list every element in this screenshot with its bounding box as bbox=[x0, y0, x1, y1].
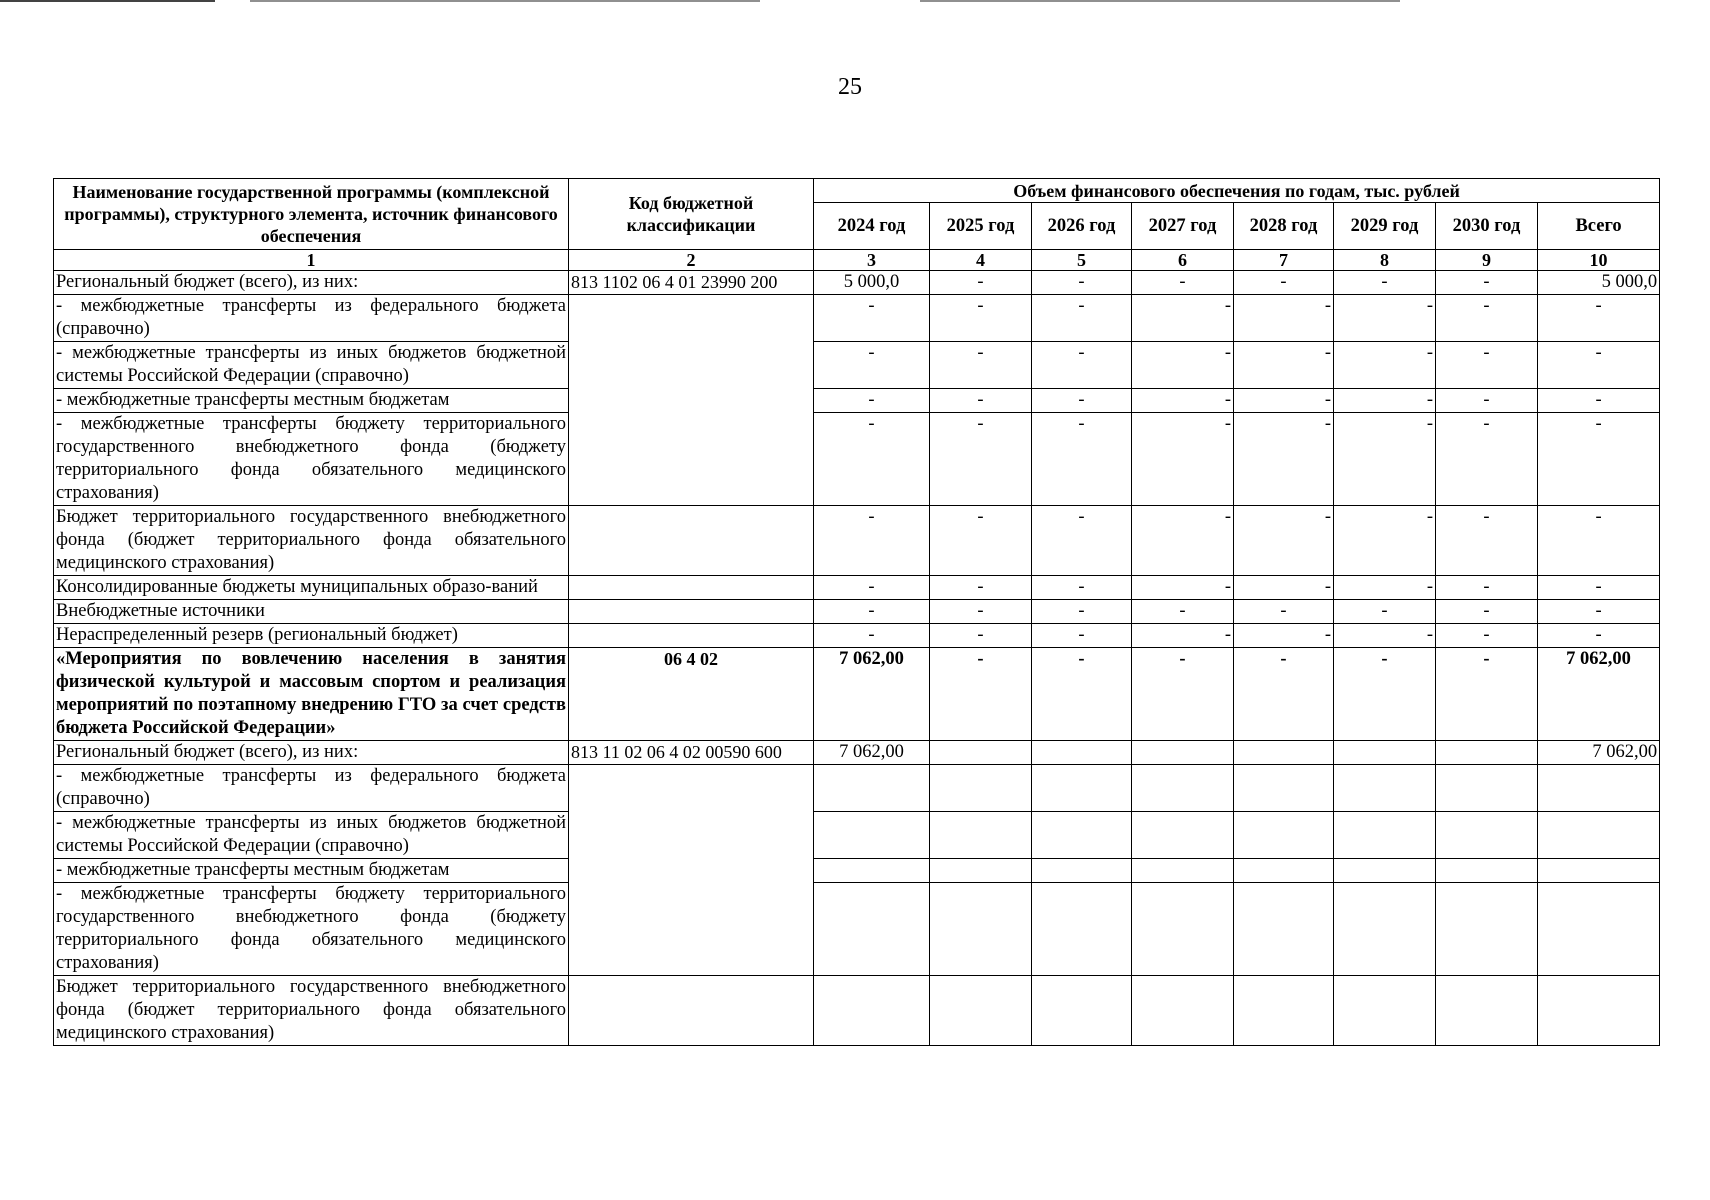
row-value bbox=[930, 859, 1032, 883]
table-row bbox=[54, 389, 1660, 413]
row-value bbox=[814, 859, 930, 883]
row-value bbox=[1234, 741, 1334, 765]
row-value bbox=[930, 976, 1032, 1046]
row-value: - bbox=[1334, 600, 1436, 624]
column-number: 6 bbox=[1132, 250, 1234, 271]
row-value: - bbox=[930, 506, 1032, 576]
table-row bbox=[54, 271, 1660, 295]
column-number: 2 bbox=[569, 250, 814, 271]
header-year: 2025 год bbox=[930, 203, 1032, 250]
row-value bbox=[1436, 976, 1538, 1046]
row-value bbox=[1032, 812, 1132, 859]
row-value: - bbox=[1234, 600, 1334, 624]
row-value: - bbox=[1334, 389, 1436, 413]
row-value: - bbox=[1334, 413, 1436, 506]
row-name: Региональный бюджет (всего), из них: bbox=[54, 741, 569, 765]
row-value: - bbox=[1132, 295, 1234, 342]
column-number: 3 bbox=[814, 250, 930, 271]
row-value: - bbox=[1436, 295, 1538, 342]
table-row bbox=[54, 506, 1660, 576]
row-value: - bbox=[1032, 648, 1132, 741]
row-value: - bbox=[1032, 576, 1132, 600]
row-name: - межбюджетные трансферты бюджету территориального государственного внебюджетного фонда (бюджету территориального фонда обязательного медицинского страхования) bbox=[54, 883, 569, 976]
row-value bbox=[1132, 883, 1234, 976]
row-value: - bbox=[814, 576, 930, 600]
row-code: 06 4 02 bbox=[569, 648, 814, 741]
scan-edge-line bbox=[0, 0, 215, 2]
row-value: - bbox=[1234, 271, 1334, 295]
row-code bbox=[569, 600, 814, 624]
row-value bbox=[1132, 741, 1234, 765]
header-year: 2028 год bbox=[1234, 203, 1334, 250]
row-value: - bbox=[1334, 506, 1436, 576]
row-value bbox=[930, 765, 1032, 812]
table-row bbox=[54, 859, 1660, 883]
row-code bbox=[569, 624, 814, 648]
row-value: - bbox=[1234, 413, 1334, 506]
row-value: - bbox=[1234, 389, 1334, 413]
row-value: - bbox=[814, 342, 930, 389]
row-code: 813 11 02 06 4 02 00590 600 bbox=[569, 741, 814, 765]
row-value: - bbox=[814, 600, 930, 624]
row-value: - bbox=[1032, 600, 1132, 624]
row-value: - bbox=[930, 389, 1032, 413]
row-value: - bbox=[814, 389, 930, 413]
page-number: 25 bbox=[838, 74, 862, 100]
row-value: - bbox=[930, 624, 1032, 648]
row-value: - bbox=[1032, 271, 1132, 295]
row-value bbox=[1436, 812, 1538, 859]
row-name: - межбюджетные трансферты бюджету территориального государственного внебюджетного фонда (бюджету территориального фонда обязательного медицинского страхования) bbox=[54, 413, 569, 506]
row-value: - bbox=[814, 624, 930, 648]
table-row bbox=[54, 765, 1660, 812]
row-value: - bbox=[1334, 624, 1436, 648]
row-name: - межбюджетные трансферты из федерального бюджета (справочно) bbox=[54, 765, 569, 812]
row-code bbox=[569, 976, 814, 1046]
row-value bbox=[1436, 741, 1538, 765]
table-row bbox=[54, 976, 1660, 1046]
row-value: - bbox=[1436, 389, 1538, 413]
row-value bbox=[1132, 859, 1234, 883]
row-value: - bbox=[1132, 624, 1234, 648]
row-name: - межбюджетные трансферты местным бюджетам bbox=[54, 389, 569, 413]
row-value: - bbox=[1436, 576, 1538, 600]
row-total bbox=[1538, 976, 1660, 1046]
table-row bbox=[54, 413, 1660, 506]
table-row bbox=[54, 624, 1660, 648]
row-code bbox=[569, 506, 814, 576]
row-value: - bbox=[1334, 648, 1436, 741]
row-value: - bbox=[1132, 342, 1234, 389]
table-row bbox=[54, 576, 1660, 600]
row-total: - bbox=[1538, 389, 1660, 413]
column-number: 7 bbox=[1234, 250, 1334, 271]
row-value: - bbox=[1032, 295, 1132, 342]
row-value: - bbox=[1234, 342, 1334, 389]
row-name: Бюджет территориального государственного внебюджетного фонда (бюджет территориального фонда обязательного медицинского страхования) bbox=[54, 506, 569, 576]
row-value: - bbox=[1334, 576, 1436, 600]
table-row bbox=[54, 741, 1660, 765]
row-value: - bbox=[1436, 600, 1538, 624]
row-code bbox=[569, 576, 814, 600]
column-number: 8 bbox=[1334, 250, 1436, 271]
row-total bbox=[1538, 812, 1660, 859]
row-value bbox=[1032, 741, 1132, 765]
row-value bbox=[1234, 883, 1334, 976]
row-value: - bbox=[1132, 506, 1234, 576]
column-number: 5 bbox=[1032, 250, 1132, 271]
row-name: Бюджет территориального государственного внебюджетного фонда (бюджет территориального фонда обязательного медицинского страхования) bbox=[54, 976, 569, 1046]
row-total: 5 000,0 bbox=[1538, 271, 1660, 295]
row-value bbox=[814, 976, 930, 1046]
row-total: - bbox=[1538, 576, 1660, 600]
row-name: - межбюджетные трансферты из федерального бюджета (справочно) bbox=[54, 295, 569, 342]
row-value: - bbox=[1334, 271, 1436, 295]
row-value bbox=[1436, 859, 1538, 883]
row-value bbox=[1234, 976, 1334, 1046]
row-value bbox=[1334, 859, 1436, 883]
row-total: - bbox=[1538, 342, 1660, 389]
header-year: 2030 год bbox=[1436, 203, 1538, 250]
row-value bbox=[1032, 976, 1132, 1046]
table-row bbox=[54, 648, 1660, 741]
scan-edge-line bbox=[250, 0, 760, 2]
row-name: Региональный бюджет (всего), из них: bbox=[54, 271, 569, 295]
row-value: - bbox=[1032, 413, 1132, 506]
row-value: - bbox=[1032, 342, 1132, 389]
row-value: - bbox=[930, 271, 1032, 295]
row-value: - bbox=[1234, 624, 1334, 648]
row-value: - bbox=[1334, 342, 1436, 389]
row-value bbox=[1334, 765, 1436, 812]
row-name: - межбюджетные трансферты из иных бюджетов бюджетной системы Российской Федерации (справочно) bbox=[54, 342, 569, 389]
table-row bbox=[54, 883, 1660, 976]
row-name: Нераспределенный резерв (региональный бюджет) bbox=[54, 624, 569, 648]
row-value: 5 000,0 bbox=[814, 271, 930, 295]
row-value: - bbox=[1436, 506, 1538, 576]
row-total: - bbox=[1538, 600, 1660, 624]
header-year: 2024 год bbox=[814, 203, 930, 250]
row-code bbox=[569, 295, 814, 506]
row-value bbox=[1334, 741, 1436, 765]
row-value bbox=[930, 741, 1032, 765]
row-value: - bbox=[930, 342, 1032, 389]
row-value: - bbox=[1132, 413, 1234, 506]
row-total bbox=[1538, 859, 1660, 883]
row-value: - bbox=[1234, 576, 1334, 600]
row-value: - bbox=[1436, 413, 1538, 506]
row-value: - bbox=[1132, 600, 1234, 624]
row-value: - bbox=[1436, 271, 1538, 295]
table-row bbox=[54, 812, 1660, 859]
row-value: - bbox=[1234, 295, 1334, 342]
row-total: 7 062,00 bbox=[1538, 648, 1660, 741]
row-value: - bbox=[930, 648, 1032, 741]
row-total: - bbox=[1538, 506, 1660, 576]
row-value bbox=[1334, 812, 1436, 859]
row-value bbox=[1032, 765, 1132, 812]
row-name: - межбюджетные трансферты из иных бюджетов бюджетной системы Российской Федерации (справочно) bbox=[54, 812, 569, 859]
scan-edge-line bbox=[920, 0, 1400, 2]
header-year: 2029 год bbox=[1334, 203, 1436, 250]
row-value: - bbox=[930, 600, 1032, 624]
row-total: - bbox=[1538, 413, 1660, 506]
row-value bbox=[814, 812, 930, 859]
row-value bbox=[1032, 859, 1132, 883]
row-total bbox=[1538, 765, 1660, 812]
row-value bbox=[1234, 812, 1334, 859]
row-value bbox=[1334, 883, 1436, 976]
row-value: - bbox=[814, 295, 930, 342]
row-value bbox=[814, 883, 930, 976]
row-code: 813 1102 06 4 01 23990 200 bbox=[569, 271, 814, 295]
row-value: - bbox=[1436, 624, 1538, 648]
row-value bbox=[1132, 765, 1234, 812]
row-value: - bbox=[1234, 506, 1334, 576]
row-value: - bbox=[930, 295, 1032, 342]
table-row bbox=[54, 342, 1660, 389]
row-value: - bbox=[1132, 389, 1234, 413]
row-value: - bbox=[1436, 342, 1538, 389]
row-value: - bbox=[1032, 624, 1132, 648]
row-total: - bbox=[1538, 624, 1660, 648]
row-total bbox=[1538, 883, 1660, 976]
row-value: - bbox=[814, 413, 930, 506]
header-total: Всего bbox=[1538, 203, 1660, 250]
row-name: Внебюджетные источники bbox=[54, 600, 569, 624]
row-value bbox=[1132, 976, 1234, 1046]
row-value bbox=[814, 765, 930, 812]
row-code bbox=[569, 765, 814, 976]
row-total: 7 062,00 bbox=[1538, 741, 1660, 765]
table-row bbox=[54, 600, 1660, 624]
header-name: Наименование государственной программы (комплексной программы), структурного элемента, источник финансового обеспечения bbox=[54, 179, 569, 250]
header-year: 2027 год bbox=[1132, 203, 1234, 250]
row-value: - bbox=[1032, 506, 1132, 576]
budget-table bbox=[53, 178, 1660, 1046]
row-value: - bbox=[1334, 295, 1436, 342]
row-value bbox=[1132, 812, 1234, 859]
row-value bbox=[930, 812, 1032, 859]
row-total: - bbox=[1538, 295, 1660, 342]
row-value bbox=[1234, 765, 1334, 812]
row-value: - bbox=[1436, 648, 1538, 741]
row-value bbox=[1436, 883, 1538, 976]
header-code: Код бюджетной классификации bbox=[569, 179, 814, 250]
row-value bbox=[1234, 859, 1334, 883]
row-value: - bbox=[814, 506, 930, 576]
row-value: 7 062,00 bbox=[814, 741, 930, 765]
row-name: Консолидированные бюджеты муниципальных образо-ваний bbox=[54, 576, 569, 600]
row-value: - bbox=[1132, 271, 1234, 295]
column-number: 1 bbox=[54, 250, 569, 271]
row-name: «Мероприятия по вовлечению населения в занятия физической культурой и массовым спортом и реализация мероприятий по поэтапному внедрению ГТО за счет средств бюджета Российской Федерации» bbox=[54, 648, 569, 741]
row-value: - bbox=[1032, 389, 1132, 413]
table-row bbox=[54, 295, 1660, 342]
row-value: - bbox=[1132, 648, 1234, 741]
header-year: 2026 год bbox=[1032, 203, 1132, 250]
column-number: 10 bbox=[1538, 250, 1660, 271]
row-name: - межбюджетные трансферты местным бюджетам bbox=[54, 859, 569, 883]
column-number: 4 bbox=[930, 250, 1032, 271]
row-value: - bbox=[930, 576, 1032, 600]
row-value: 7 062,00 bbox=[814, 648, 930, 741]
row-value: - bbox=[930, 413, 1032, 506]
row-value bbox=[1334, 976, 1436, 1046]
row-value bbox=[1032, 883, 1132, 976]
row-value: - bbox=[1234, 648, 1334, 741]
row-value bbox=[1436, 765, 1538, 812]
column-number: 9 bbox=[1436, 250, 1538, 271]
row-value: - bbox=[1132, 576, 1234, 600]
row-value bbox=[930, 883, 1032, 976]
header-volume: Объем финансового обеспечения по годам, тыс. рублей bbox=[814, 179, 1660, 203]
